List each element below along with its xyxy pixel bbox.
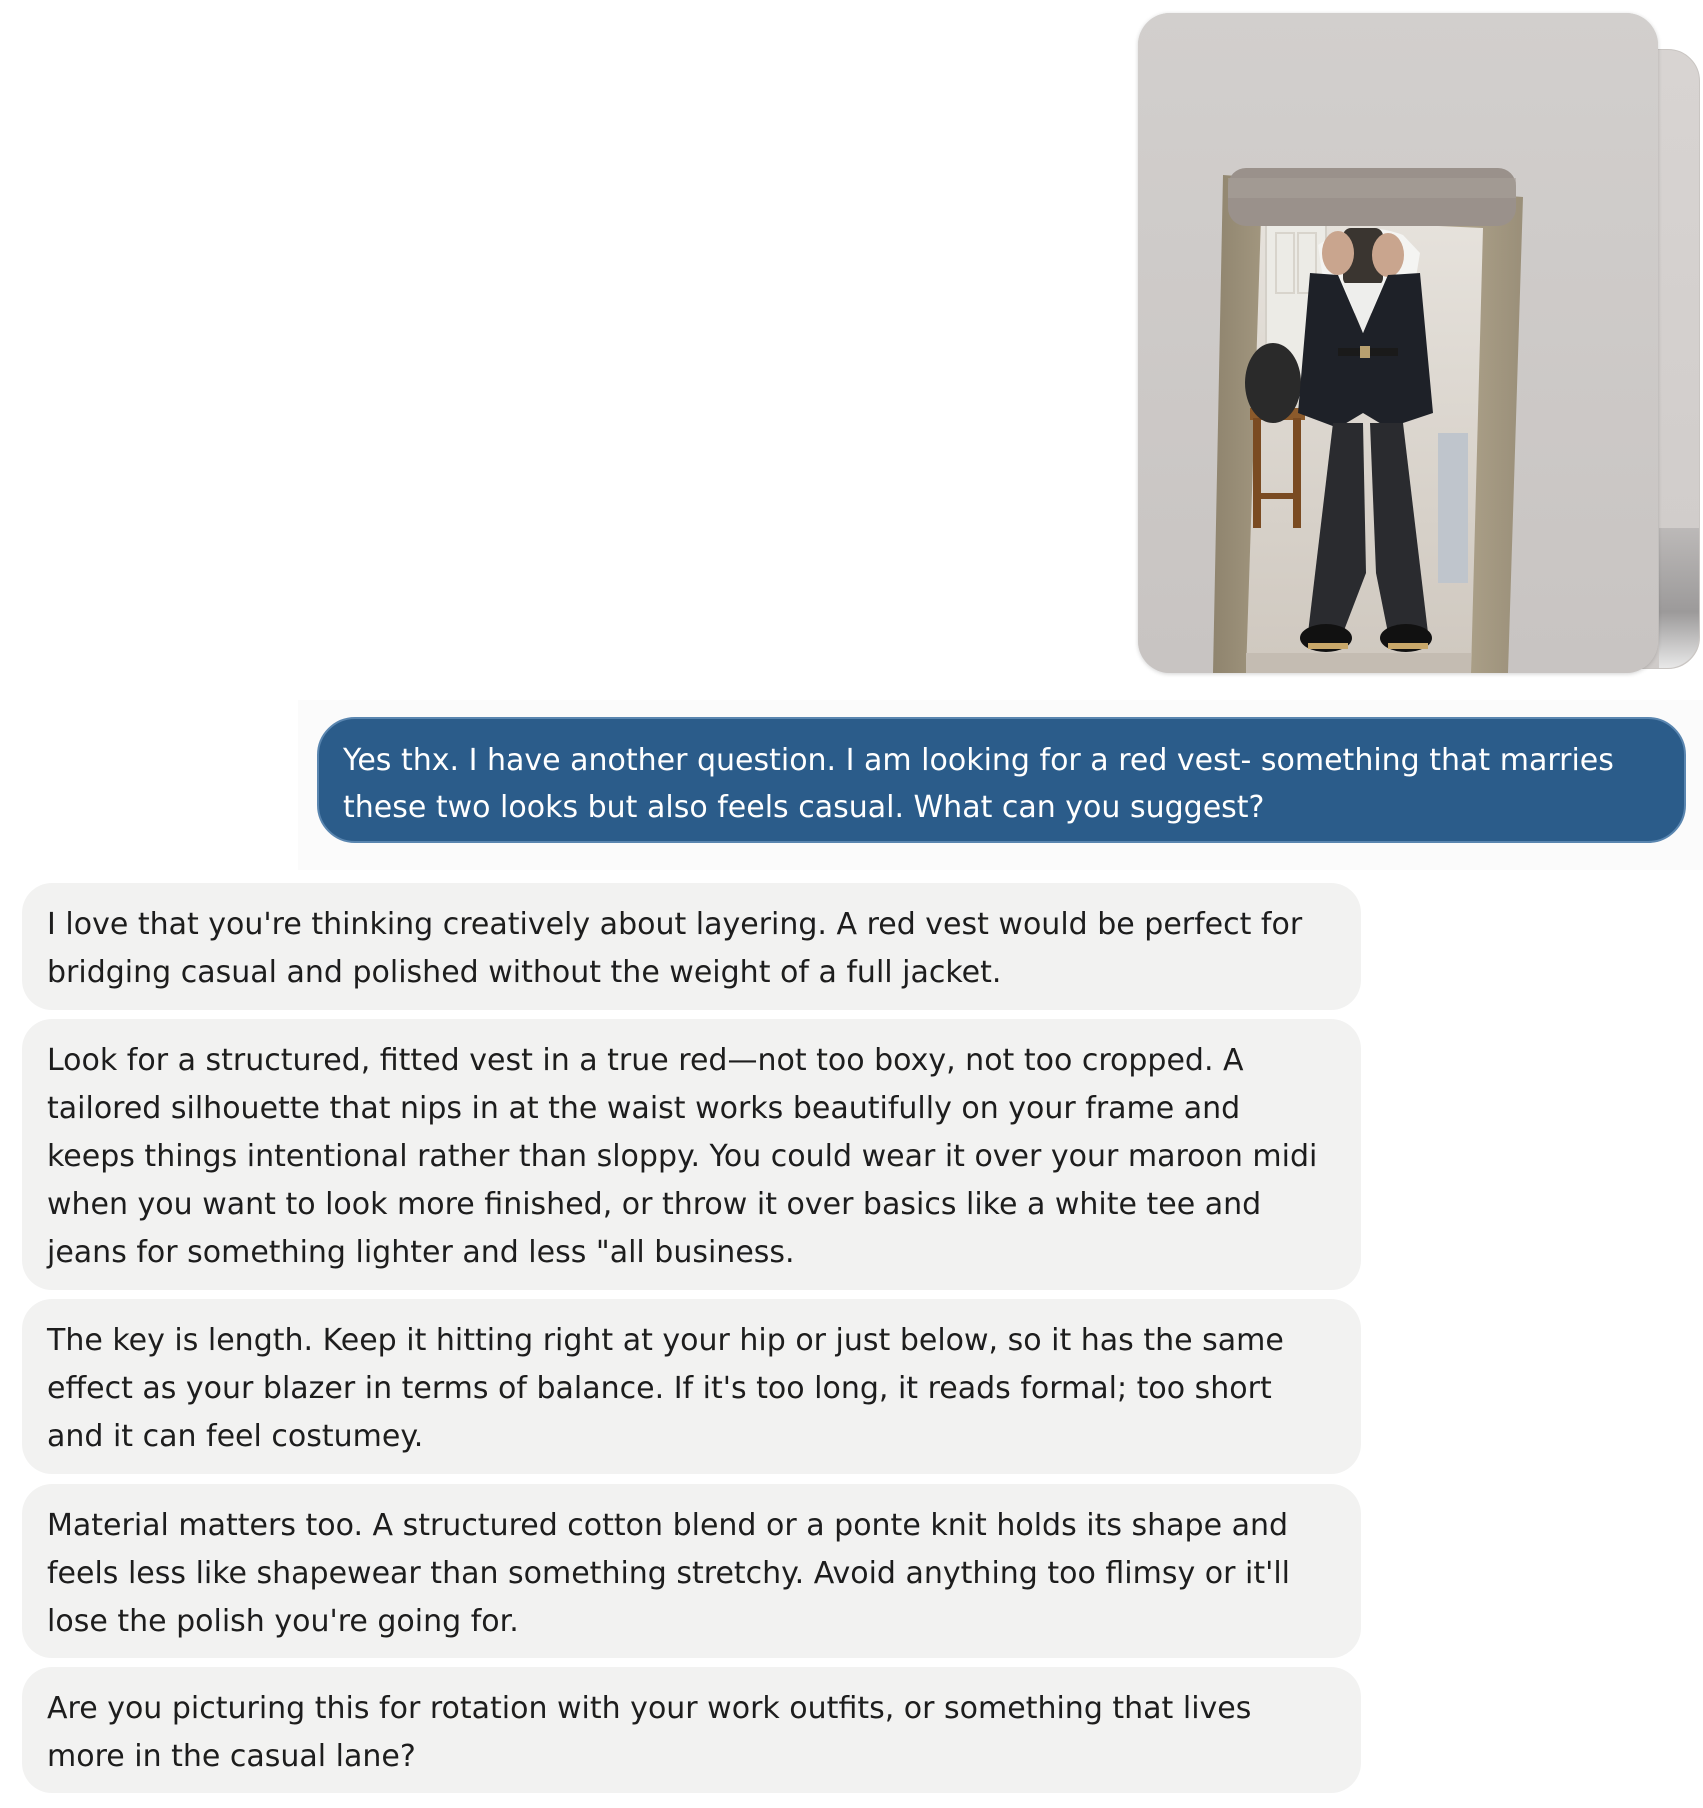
- assistant-message-paragraph: [22, 883, 1361, 1010]
- attached-image-secondary-edge: [1659, 528, 1699, 668]
- assistant-message-paragraph: [22, 1299, 1361, 1474]
- attached-image-stack[interactable]: [1138, 13, 1700, 673]
- assistant-message-paragraph: [22, 1667, 1361, 1793]
- assistant-paragraph-text: Look for a structured, fitted vest in a true red—not too boxy, not too cropped. A tailored silhouette that nips in at the waist works beautifully on your frame and keeps things intentional rather than sloppy. You could wear it over your maroon midi when you want to look more finished, or throw it over basics like a white tee and jeans for something lighter and less "all business.: [47, 1043, 1318, 1270]
- assistant-paragraph-text: Are you picturing this for rotation with your work outfits, or something that lives more in the casual lane?: [47, 1691, 1252, 1774]
- assistant-message-paragraph: [22, 1019, 1361, 1290]
- user-message-row: [298, 700, 1703, 870]
- attached-image-primary[interactable]: [1138, 13, 1658, 673]
- assistant-paragraph-text: The key is length. Keep it hitting right at your hip or just below, so it has the same effect as your blazer in terms of balance. If it's too long, it reads formal; too short and it can feel costumey.: [47, 1323, 1284, 1454]
- user-message-text: Yes thx. I have another question. I am looking for a red vest- something that marries these two looks but also feels casual. What can you suggest?: [343, 743, 1614, 825]
- mirror-selfie-photo: [1138, 13, 1658, 673]
- assistant-paragraph-text: I love that you're thinking creatively about layering. A red vest would be perfect for bridging casual and polished without the weight of a full jacket.: [47, 907, 1303, 990]
- assistant-message-paragraph: [22, 1484, 1361, 1658]
- user-message-bubble: [317, 717, 1686, 843]
- assistant-paragraph-text: Material matters too. A structured cotton blend or a ponte knit holds its shape and feels less like shapewear than something stretchy. Avoid anything too flimsy or it'll lose the polish you're going for.: [47, 1508, 1290, 1639]
